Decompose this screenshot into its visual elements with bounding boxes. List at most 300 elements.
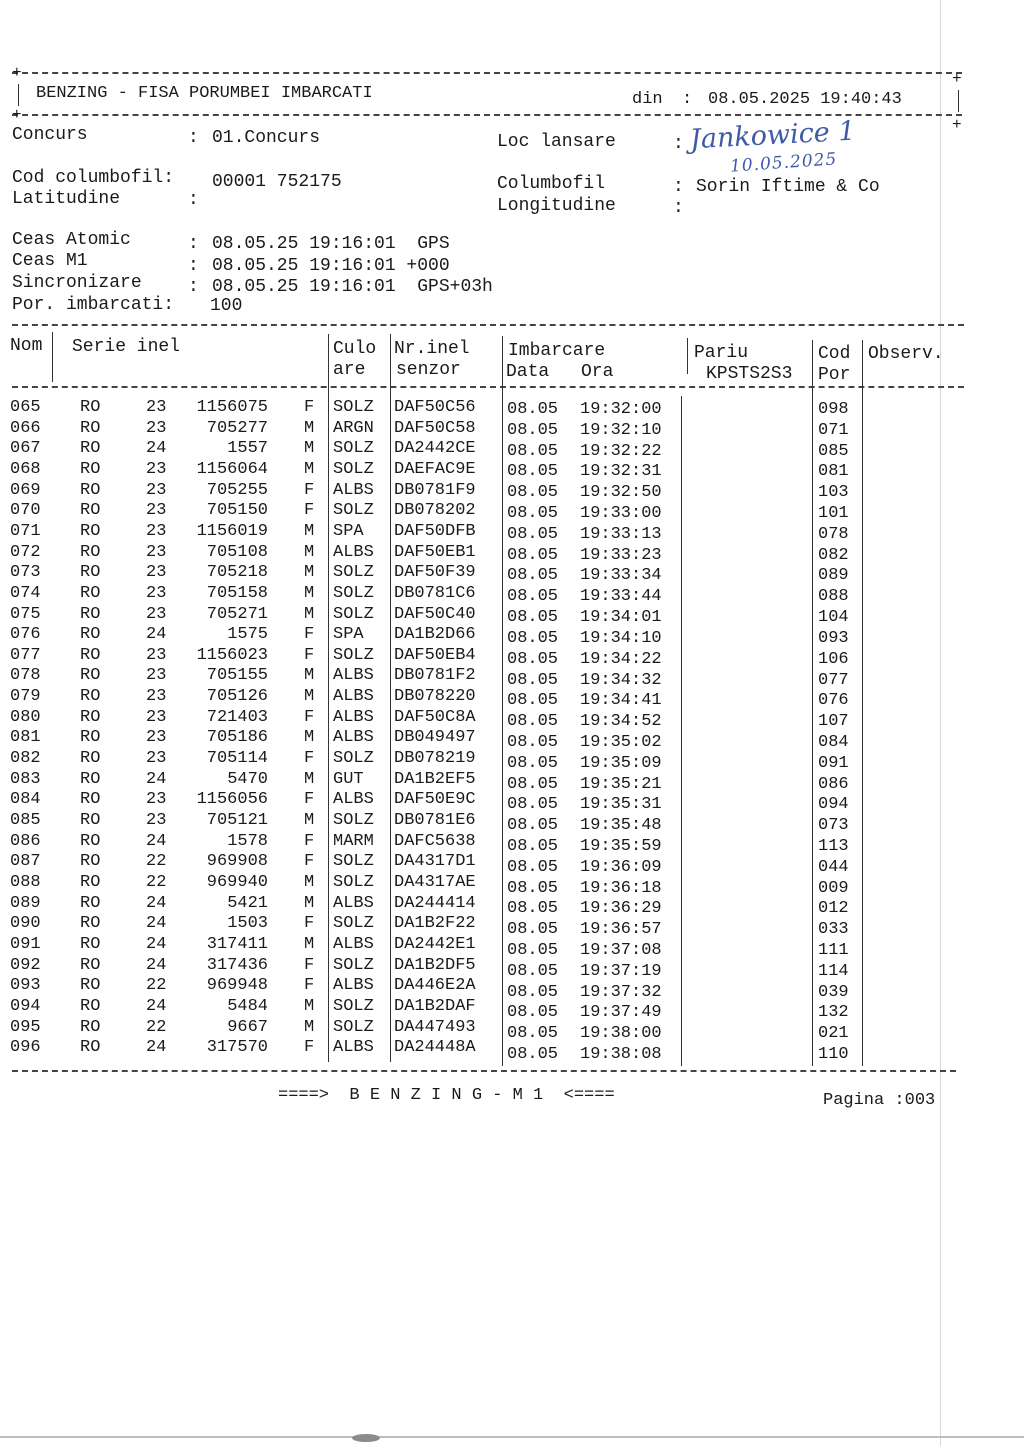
- cell-ring: 705108: [206, 542, 268, 562]
- report-title: BENZING - FISA PORUMBEI IMBARCATI: [36, 84, 373, 103]
- cell-country: RO: [80, 728, 101, 748]
- table-row: [0, 811, 1024, 836]
- cell-sex: F: [304, 480, 315, 500]
- por-imbarcati-value: 100: [210, 296, 243, 316]
- cell-date: 08.05: [507, 524, 559, 544]
- cell-color: SOLZ: [333, 501, 374, 521]
- cell-ring: 5484: [227, 996, 268, 1016]
- cell-nom: 075: [10, 604, 41, 624]
- corner-plus: +: [952, 70, 962, 88]
- cell-year: 24: [146, 893, 167, 913]
- cell-sensor: DAF50EB1: [394, 542, 476, 562]
- cell-sex: F: [304, 976, 315, 996]
- cell-sex: M: [304, 811, 315, 830]
- cell-ring: 1503: [227, 914, 268, 934]
- cell-date: 08.05: [507, 857, 559, 877]
- cell-date: 08.05: [507, 566, 559, 586]
- cell-country: RO: [80, 852, 101, 872]
- cell-ring: 1156075: [196, 398, 268, 417]
- cell-sex: F: [304, 955, 315, 975]
- table-row: [0, 646, 1024, 667]
- col-cod: Cod: [818, 344, 851, 364]
- table-row: [0, 769, 1024, 794]
- cell-nom: 082: [10, 749, 41, 769]
- cell-ring: 705186: [206, 728, 268, 748]
- cell-year: 23: [146, 418, 167, 438]
- cell-color: SOLZ: [333, 604, 374, 624]
- table-bottom-rule: [12, 1070, 956, 1072]
- cell-year: 24: [146, 439, 167, 459]
- cell-sex: M: [304, 872, 315, 892]
- cell-time: 19:36:18: [580, 878, 662, 898]
- cell-date: 08.05: [507, 837, 559, 856]
- cell-cod: 082: [818, 545, 849, 565]
- cell-sex: M: [304, 439, 315, 459]
- cell-sensor: DAF50C58: [394, 418, 476, 438]
- cell-year: 23: [146, 398, 167, 417]
- cell-ring: 317570: [206, 1038, 268, 1058]
- cell-sex: F: [304, 398, 315, 417]
- cell-sensor: DA1B2F22: [394, 914, 476, 934]
- cell-sensor: DA4317AE: [394, 872, 476, 892]
- cell-ring: 705255: [206, 480, 268, 500]
- por-imbarcati-label: Por. imbarcati:: [12, 295, 175, 315]
- cell-cod: 089: [818, 566, 849, 586]
- cell-date: 08.05: [507, 920, 559, 940]
- table-row: [0, 872, 1024, 898]
- table-row: [0, 666, 1024, 690]
- cell-year: 23: [146, 480, 167, 500]
- cell-year: 24: [146, 914, 167, 934]
- cell-ring: 705277: [206, 418, 268, 438]
- cell-cod: 103: [818, 483, 849, 503]
- cell-country: RO: [80, 955, 101, 975]
- latitudine-label: Latitudine: [12, 189, 121, 209]
- cell-cod: 044: [818, 857, 849, 877]
- cell-year: 23: [146, 459, 167, 479]
- cell-country: RO: [80, 811, 101, 830]
- cell-date: 08.05: [507, 587, 559, 607]
- cell-time: 19:34:22: [580, 649, 662, 669]
- cell-time: 19:34:10: [580, 628, 662, 648]
- columbofil-colon: :: [673, 177, 684, 197]
- cell-cod: 021: [818, 1024, 849, 1044]
- cell-country: RO: [80, 398, 101, 417]
- cell-year: 22: [146, 1017, 167, 1037]
- col-imbarcare: Imbarcare: [508, 341, 606, 361]
- cell-sensor: DA1B2D66: [394, 625, 476, 645]
- cell-color: ALBS: [333, 790, 374, 810]
- cell-sex: F: [304, 707, 315, 727]
- cell-year: 24: [146, 996, 167, 1016]
- header-top-rule: [12, 72, 962, 74]
- cell-sex: F: [304, 625, 315, 645]
- cell-color: ALBS: [333, 728, 374, 748]
- col-kpsts: KPSTS2S3: [706, 364, 793, 384]
- scan-shadow: [0, 1436, 1024, 1438]
- cell-country: RO: [80, 749, 101, 769]
- table-row: [0, 934, 1024, 961]
- cell-sensor: DB078220: [394, 687, 476, 707]
- cell-sensor: DAFC5638: [394, 831, 476, 851]
- cell-ring: 721403: [206, 707, 268, 727]
- cell-ring: 5470: [227, 769, 268, 789]
- header-left-border: [18, 84, 19, 106]
- cell-date: 08.05: [507, 982, 559, 1002]
- cell-color: SOLZ: [333, 439, 374, 459]
- columbofil-value: Sorin Iftime & Co: [696, 177, 880, 197]
- cell-time: 19:38:08: [580, 1045, 662, 1065]
- cell-sensor: DA447493: [394, 1017, 476, 1037]
- cell-ring: 9667: [227, 1017, 268, 1037]
- cell-ring: 705155: [206, 666, 268, 686]
- corner-plus: +: [952, 116, 962, 134]
- cell-date: 08.05: [507, 899, 559, 919]
- cell-cod: 012: [818, 899, 849, 919]
- col-por: Por: [818, 365, 851, 385]
- table-row: [0, 563, 1024, 584]
- cell-color: SOLZ: [333, 563, 374, 583]
- columbofil-label: Columbofil: [497, 174, 606, 194]
- cell-color: SOLZ: [333, 583, 374, 603]
- cell-time: 19:32:31: [580, 462, 662, 482]
- cell-sex: M: [304, 563, 315, 583]
- cell-sensor: DA4317D1: [394, 852, 476, 872]
- cell-year: 23: [146, 645, 167, 665]
- col-sep: [52, 332, 53, 382]
- table-row: [0, 914, 1024, 940]
- cell-nom: 077: [10, 645, 41, 665]
- cell-country: RO: [80, 976, 101, 996]
- cell-country: RO: [80, 521, 101, 541]
- cell-sensor: DA2442CE: [394, 439, 476, 459]
- cell-country: RO: [80, 893, 101, 913]
- table-row: [0, 398, 1024, 419]
- cell-date: 08.05: [507, 504, 559, 524]
- cell-sex: M: [304, 666, 315, 686]
- cell-country: RO: [80, 790, 101, 810]
- cell-color: ALBS: [333, 934, 374, 954]
- cell-country: RO: [80, 459, 101, 479]
- cell-color: SOLZ: [333, 996, 374, 1016]
- cell-sex: M: [304, 418, 315, 438]
- table-row: [0, 439, 1024, 460]
- cell-cod: 113: [818, 837, 849, 856]
- cell-ring: 1557: [227, 439, 268, 459]
- cell-sex: F: [304, 831, 315, 851]
- cell-color: SOLZ: [333, 459, 374, 479]
- cell-date: 08.05: [507, 670, 559, 690]
- cell-nom: 083: [10, 769, 41, 789]
- cell-date: 08.05: [507, 712, 559, 732]
- cell-cod: 084: [818, 732, 849, 752]
- cell-sex: M: [304, 728, 315, 748]
- cell-sensor: DAF50E9C: [394, 790, 476, 810]
- cell-nom: 087: [10, 852, 41, 872]
- cell-time: 19:36:29: [580, 899, 662, 919]
- cell-time: 19:35:02: [580, 732, 662, 752]
- table-row: [0, 584, 1024, 605]
- corner-plus: +: [12, 106, 22, 124]
- cell-color: ALBS: [333, 707, 374, 727]
- cell-sensor: DAF50EB4: [394, 645, 476, 665]
- col-culoare-2: are: [333, 360, 366, 380]
- cell-color: SOLZ: [333, 852, 374, 872]
- cell-date: 08.05: [507, 941, 559, 961]
- corner-plus: +: [12, 64, 22, 82]
- cell-year: 22: [146, 852, 167, 872]
- cell-cod: 093: [818, 628, 849, 648]
- cell-ring: 1156056: [196, 790, 268, 810]
- cell-nom: 092: [10, 955, 41, 975]
- cell-time: 19:37:32: [580, 982, 662, 1002]
- table-row: [0, 625, 1024, 646]
- cell-sensor: DAF50C40: [394, 604, 476, 624]
- table-row: [0, 955, 1024, 981]
- sync-value: 08.05.25 19:16:01 GPS+03h: [212, 277, 493, 297]
- cell-cod: 077: [818, 670, 849, 690]
- cell-date: 08.05: [507, 1003, 559, 1023]
- m1-clock-label: Ceas M1: [12, 251, 88, 271]
- cell-time: 19:32:10: [580, 420, 662, 440]
- cell-date: 08.05: [507, 1045, 559, 1065]
- cell-date: 08.05: [507, 462, 559, 482]
- cell-time: 19:33:13: [580, 524, 662, 544]
- cell-sex: M: [304, 687, 315, 707]
- cell-nom: 090: [10, 914, 41, 934]
- cell-country: RO: [80, 625, 101, 645]
- cell-sex: M: [304, 583, 315, 603]
- cell-nom: 093: [10, 976, 41, 996]
- cell-cod: 111: [818, 941, 849, 961]
- cell-nom: 074: [10, 583, 41, 603]
- latitudine-colon: :: [188, 190, 199, 210]
- cell-nom: 081: [10, 728, 41, 748]
- cell-ring: 317436: [206, 955, 268, 975]
- cell-time: 19:34:01: [580, 608, 662, 628]
- cell-sex: M: [304, 521, 315, 541]
- cell-cod: 081: [818, 462, 849, 482]
- cell-cod: 085: [818, 441, 849, 461]
- table-top-rule: [12, 324, 964, 326]
- report-datetime: 08.05.2025 19:40:43: [708, 90, 902, 109]
- cell-country: RO: [80, 1038, 101, 1058]
- cell-date: 08.05: [507, 483, 559, 503]
- cell-sex: F: [304, 645, 315, 665]
- col-observ: Observ.: [868, 344, 944, 364]
- cell-color: ALBS: [333, 542, 374, 562]
- cell-sensor: DAF50DFB: [394, 521, 476, 541]
- cell-time: 19:36:57: [580, 920, 662, 940]
- cell-time: 19:38:00: [580, 1024, 662, 1044]
- table-row: [0, 749, 1024, 773]
- header-bottom-rule: [12, 114, 962, 116]
- sync-label: Sincronizare: [12, 273, 142, 293]
- concurs-label: Concurs: [12, 125, 88, 145]
- cell-year: 23: [146, 583, 167, 603]
- cell-color: SOLZ: [333, 398, 374, 417]
- cell-cod: 088: [818, 587, 849, 607]
- cell-color: ARGN: [333, 418, 374, 438]
- cell-cod: 094: [818, 795, 849, 815]
- cell-nom: 094: [10, 996, 41, 1016]
- cell-sex: M: [304, 893, 315, 913]
- cell-time: 19:34:52: [580, 712, 662, 732]
- cell-sex: F: [304, 914, 315, 934]
- cell-sensor: DB0781F2: [394, 666, 476, 686]
- cell-sensor: DAF50F39: [394, 563, 476, 583]
- cell-ring: 5421: [227, 893, 268, 913]
- atomic-clock-label: Ceas Atomic: [12, 230, 131, 250]
- col-nr-inel-1: Nr.inel: [394, 339, 470, 359]
- cell-country: RO: [80, 872, 101, 892]
- col-culoare-1: Culo: [333, 339, 377, 359]
- cell-sensor: DB0781F9: [394, 480, 476, 500]
- cell-time: 19:35:31: [580, 795, 662, 815]
- table-row: [0, 831, 1024, 856]
- col-sep: [687, 338, 688, 374]
- table-row: [0, 501, 1024, 522]
- cell-country: RO: [80, 563, 101, 583]
- cell-nom: 086: [10, 831, 41, 851]
- cell-sensor: DB049497: [394, 728, 476, 748]
- col-pariu: Pariu: [694, 343, 749, 363]
- cell-nom: 070: [10, 501, 41, 521]
- cell-color: ALBS: [333, 1038, 374, 1058]
- cell-cod: 076: [818, 691, 849, 711]
- cell-color: ALBS: [333, 480, 374, 500]
- cell-year: 22: [146, 976, 167, 996]
- cell-date: 08.05: [507, 1024, 559, 1044]
- cell-sensor: DB078202: [394, 501, 476, 521]
- cell-date: 08.05: [507, 816, 559, 836]
- table-row: [0, 1038, 1024, 1065]
- cell-date: 08.05: [507, 420, 559, 440]
- cell-year: 24: [146, 955, 167, 975]
- cell-cod: 086: [818, 774, 849, 794]
- cell-country: RO: [80, 645, 101, 665]
- cell-time: 19:34:41: [580, 691, 662, 711]
- concurs-colon: :: [188, 128, 199, 148]
- cell-year: 23: [146, 811, 167, 830]
- cell-sensor: DA244414: [394, 893, 476, 913]
- cell-country: RO: [80, 1017, 101, 1037]
- cell-cod: 009: [818, 878, 849, 898]
- cell-ring: 1156019: [196, 521, 268, 541]
- cell-ring: 705158: [206, 583, 268, 603]
- cell-nom: 085: [10, 811, 41, 830]
- cell-year: 23: [146, 604, 167, 624]
- cell-date: 08.05: [507, 961, 559, 981]
- cell-year: 23: [146, 666, 167, 686]
- cell-time: 19:37:49: [580, 1003, 662, 1023]
- cell-cod: 071: [818, 420, 849, 440]
- cell-color: ALBS: [333, 976, 374, 996]
- longitudine-colon: :: [673, 198, 684, 218]
- cell-country: RO: [80, 604, 101, 624]
- cell-date: 08.05: [507, 545, 559, 565]
- cell-color: SPA: [333, 625, 364, 645]
- cell-date: 08.05: [507, 628, 559, 648]
- cell-sex: F: [304, 1038, 315, 1058]
- loc-label: Loc lansare: [497, 132, 616, 152]
- cell-sensor: DB078219: [394, 749, 476, 769]
- cell-nom: 088: [10, 872, 41, 892]
- m1-clock-value: 08.05.25 19:16:01 +000: [212, 256, 450, 276]
- cell-sensor: DB0781C6: [394, 583, 476, 603]
- cell-year: 24: [146, 625, 167, 645]
- cell-sex: M: [304, 459, 315, 479]
- cell-nom: 076: [10, 625, 41, 645]
- cell-sensor: DA2442E1: [394, 934, 476, 954]
- cell-nom: 084: [10, 790, 41, 810]
- cell-nom: 068: [10, 459, 41, 479]
- cell-color: ALBS: [333, 687, 374, 707]
- page-number: Pagina :003: [823, 1091, 936, 1110]
- cell-sensor: DA1B2DF5: [394, 955, 476, 975]
- loc-colon: :: [673, 134, 684, 154]
- cell-country: RO: [80, 996, 101, 1016]
- cell-sensor: DA1B2EF5: [394, 769, 476, 789]
- cell-sensor: DAEFAC9E: [394, 459, 476, 479]
- cell-color: SOLZ: [333, 872, 374, 892]
- cell-time: 19:32:00: [580, 400, 662, 419]
- col-serie: Serie inel: [72, 337, 181, 357]
- table-row: [0, 707, 1024, 732]
- cell-year: 24: [146, 934, 167, 954]
- table-row: [0, 893, 1024, 919]
- cell-sex: M: [304, 934, 315, 954]
- cell-date: 08.05: [507, 608, 559, 628]
- cell-year: 23: [146, 687, 167, 707]
- table-row: [0, 728, 1024, 752]
- cell-time: 19:36:09: [580, 857, 662, 877]
- col-nom: Nom: [10, 336, 43, 356]
- col-ora: Ora: [581, 362, 614, 382]
- table-header-rule: [12, 386, 964, 388]
- table-row: [0, 605, 1024, 626]
- table-row: [0, 976, 1024, 1002]
- cell-nom: 065: [10, 398, 41, 417]
- cell-date: 08.05: [507, 795, 559, 815]
- table-row: [0, 996, 1024, 1023]
- cell-sensor: DA24448A: [394, 1038, 476, 1058]
- cell-ring: 317411: [206, 934, 268, 954]
- cell-country: RO: [80, 769, 101, 789]
- cell-country: RO: [80, 914, 101, 934]
- cell-color: ALBS: [333, 893, 374, 913]
- cell-nom: 080: [10, 707, 41, 727]
- cell-year: 24: [146, 769, 167, 789]
- cell-cod: 091: [818, 753, 849, 773]
- cell-year: 23: [146, 749, 167, 769]
- cell-cod: 110: [818, 1045, 849, 1065]
- cell-cod: 073: [818, 816, 849, 836]
- cell-color: GUT: [333, 769, 364, 789]
- cell-sex: F: [304, 501, 315, 521]
- cell-ring: 705121: [206, 811, 268, 830]
- cell-color: SOLZ: [333, 811, 374, 830]
- cell-year: 23: [146, 521, 167, 541]
- cell-nom: 071: [10, 521, 41, 541]
- cell-color: ALBS: [333, 666, 374, 686]
- cell-country: RO: [80, 480, 101, 500]
- cell-date: 08.05: [507, 400, 559, 419]
- cell-nom: 096: [10, 1038, 41, 1058]
- cell-sex: M: [304, 769, 315, 789]
- cell-date: 08.05: [507, 774, 559, 794]
- cell-color: SOLZ: [333, 955, 374, 975]
